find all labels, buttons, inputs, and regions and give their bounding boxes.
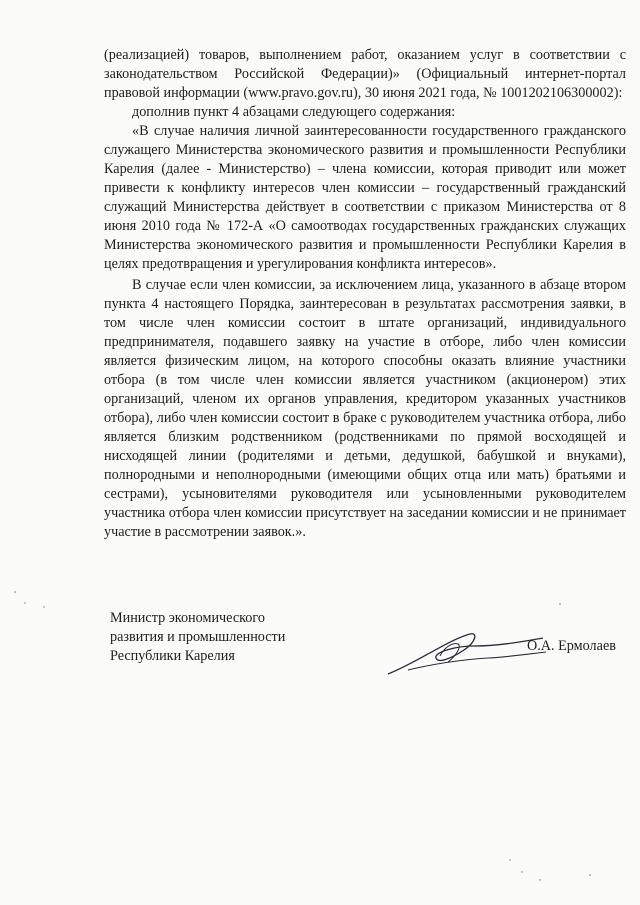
signatory-name: О.А. Ермолаев	[527, 638, 616, 654]
paragraph-commission-member: В случае если член комиссии, за исключением лица, указанного в абзаце втором пункта 4 настоящего Порядка, заинтересован в результатах рассмотрения заявки, в том числе член комиссии состоит в штате организаций, индивидуального предпринимателя, подавшего заявку на участие в отборе, либо член комиссии является физическим лицом, на которого способны оказать влияние участники отбора (в том числе член комиссии является участником (акционером) этих организаций, членом их органов управления, кредитором указанных участников отбора), либо член комиссии состоит в браке с руководителем участника отбора, либо является близким родственником (родственниками по прямой восходящей и нисходящей линии (родителями и детьми, дедушкой, бабушкой и внуками), полнородными и неполнородными (имеющими общих отца или мать) братьями и сестрами), усыновителями руководителя или усыновленными руководителем участника отбора член комиссии присутствует на заседании комиссии и не принимает участие в рассмотрении заявок.».	[104, 277, 626, 540]
paragraph-conflict-of-interest: «В случае наличия личной заинтересованности государственного гражданского служащего Министерства экономического развития и промышленности Республики Карелия (далее - Министерство) – члена комиссии, которая приводит или может привести к конфликту интересов член комиссии – государственный гражданский служащий Министерства действует в соответствии с приказом Министерства от 8 июня 2010 года № 172-А «О самоотводах государственных гражданских служащих Министерства экономического развития и промышленности Республики Карелия в целях предотвращения и урегулирования конфликта интересов».	[104, 123, 626, 272]
signatory-title	[110, 609, 285, 666]
document-body	[104, 46, 626, 542]
signatory-title-line: Министр экономического	[110, 610, 265, 626]
signatory-title-line: Республики Карелия	[110, 648, 235, 664]
intro-paragraph: (реализацией) товаров, выполнением работ, оказанием услуг в соответствии с законодательством Российской Федерации)» (Официальный интернет-портал правовой информации (www.pravo.gov.ru), 30 июня 2021 года, № 1001202106300002):	[104, 47, 626, 101]
handwritten-signature	[378, 612, 548, 692]
supplement-line: дополнив пункт 4 абзацами следующего содержания:	[132, 104, 456, 120]
signatory-title-line: развития и промышленности	[110, 629, 286, 645]
